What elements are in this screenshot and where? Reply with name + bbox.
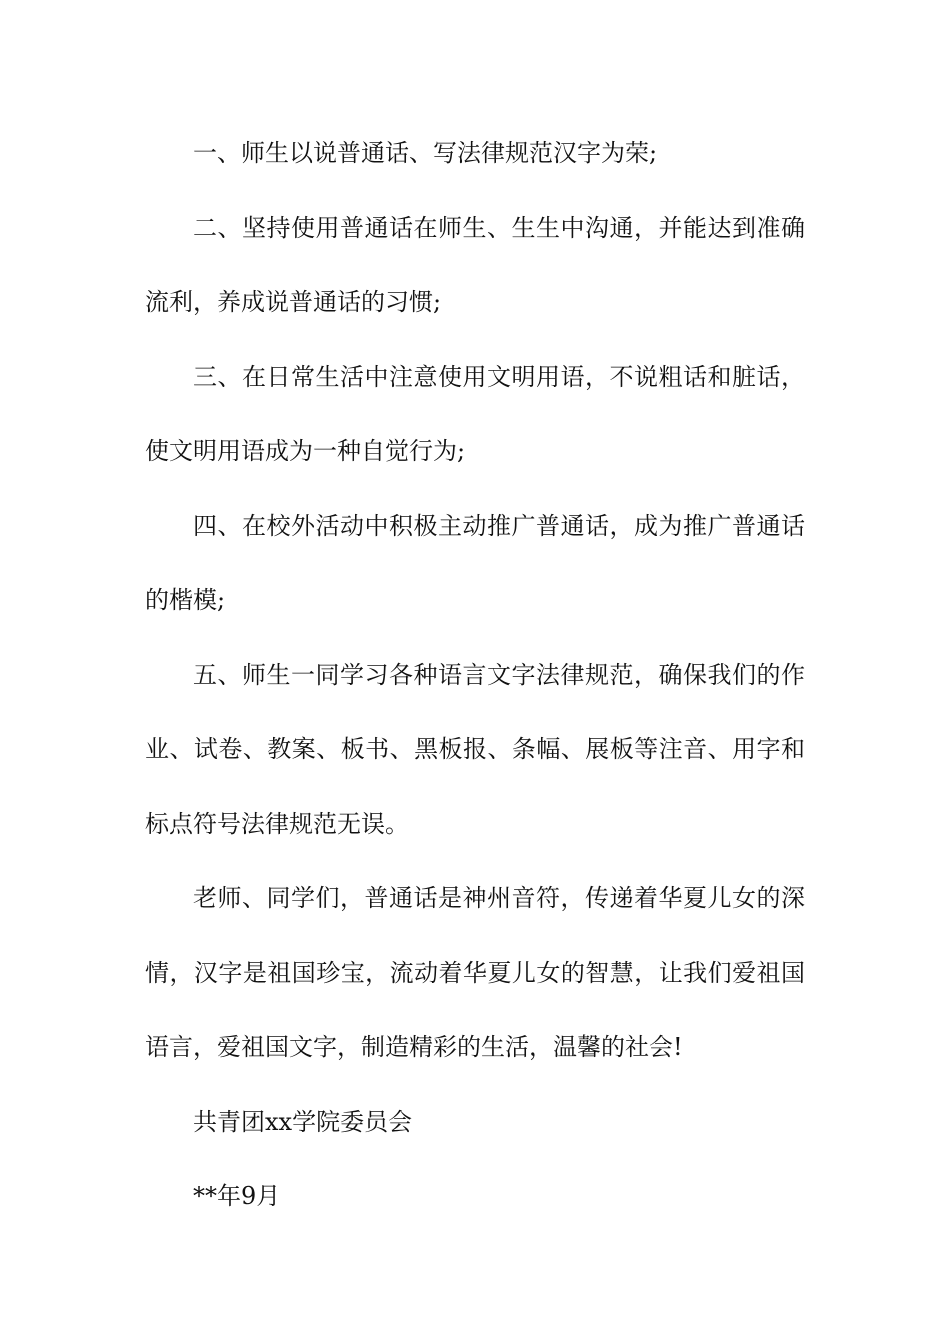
paragraph-5: 五、师生一同学习各种语言文字法律规范，确保我们的作业、试卷、教案、板书、黑板报、条幅、展板等注音、用字和标点符号法律规范无误。 — [145, 660, 805, 838]
paragraph-6: 老师、同学们，普通话是神州音符，传递着华夏儿女的深情，汉字是祖国珍宝，流动着华夏儿女的智慧，让我们爱祖国语言，爱祖国文字，制造精彩的生活，温馨的社会! — [145, 884, 805, 1061]
signature-date: **年9月 — [193, 1182, 281, 1210]
signature-organization: 共青团xx学院委员会 — [193, 1107, 413, 1136]
paragraph-2: 二、坚持使用普通话在师生、生生中沟通，并能达到准确流利，养成说普通话的习惯; — [145, 213, 805, 316]
paragraph-4: 四、在校外活动中积极主动推广普通话，成为推广普通话的楷模; — [145, 511, 805, 614]
paragraph-3: 三、在日常生活中注意使用文明用语，不说粗话和脏话，使文明用语成为一种自觉行为; — [145, 362, 805, 465]
document-body — [145, 116, 805, 1234]
paragraph-1: 一、师生以说普通话、写法律规范汉字为荣; — [193, 139, 658, 167]
